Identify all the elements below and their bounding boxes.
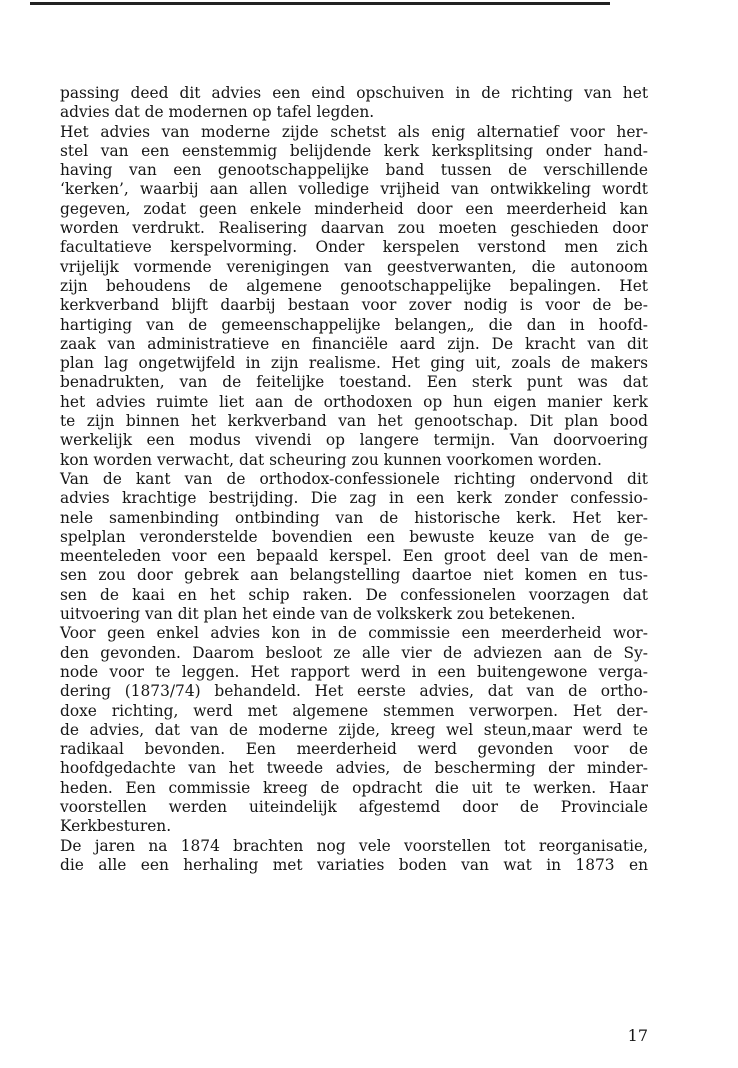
text-line: zijn behoudens de algemene genootschappelijke bepalingen. Het [60,276,648,295]
text-line: De jaren na 1874 brachten nog vele voorstellen tot reorganisatie, [60,836,648,855]
text-line: heden. Een commissie kreeg de opdracht die uit te werken. Haar [60,778,648,797]
text-line: Van de kant van de orthodox-confessionele richting ondervond dit [60,469,648,488]
text-line: gegeven, zodat geen enkele minderheid door een meerderheid kan [60,199,648,218]
page-number: 17 [627,1026,648,1045]
text-line: benadrukten, van de feitelijke toestand. Een sterk punt was dat [60,373,648,392]
text-line: sen de kaai en het schip raken. De confessionelen voorzagen dat [60,585,648,604]
text-line: de advies, dat van de moderne zijde, kreeg wel steun,maar werd te [60,720,648,739]
text-line: uitvoering van dit plan het einde van de volkskerk zou betekenen. [60,605,576,624]
text-line: spelplan veronderstelde bovendien een bewuste keuze van de ge- [60,527,648,546]
text-line: voorstellen werden uiteindelijk afgestemd door de Provinciale [60,797,648,816]
text-line: werkelijk een modus vivendi op langere termijn. Van doorvoering [60,431,648,450]
text-line: Voor geen enkel advies kon in de commissie een meerderheid wor- [60,624,648,643]
text-line: advies dat de modernen op tafel legden. [60,103,375,122]
text-line: hoofdgedachte van het tweede advies, de bescherming der minder- [60,759,648,778]
top-rule [30,2,610,5]
text-line: kerkverband blijft daarbij bestaan voor zover nodig is voor de be- [60,296,648,315]
text-line: hartiging van de gemeenschappelijke belangen„ die dan in hoofd- [60,315,648,334]
text-line: passing deed dit advies een eind opschuiven in de richting van het [60,84,648,102]
text-line: nele samenbinding ontbinding van de historische kerk. Het ker- [60,508,648,527]
text-line: having van een genootschappelijke band tussen de verschillende [60,161,648,180]
page-body [60,84,648,875]
text-line: worden verdrukt. Realisering daarvan zou moeten geschieden door [60,219,648,238]
text-line: radikaal bevonden. Een meerderheid werd gevonden voor de [60,740,648,759]
text-line: het advies ruimte liet aan de orthodoxen op hun eigen manier kerk [60,392,648,411]
text-line: plan lag ongetwijfeld in zijn realisme. Het ging uit, zoals de makers [60,354,648,373]
text-line: vrijelijk vormende verenigingen van geestverwanten, die autonoom [60,257,648,276]
text-line: Kerkbesturen. [60,817,172,836]
text-line: te zijn binnen het kerkverband van het genootschap. Dit plan bood [60,412,648,431]
text-line: advies krachtige bestrijding. Die zag in een kerk zonder confessio- [60,489,648,508]
text-line: dering (1873/74) behandeld. Het eerste advies, dat van de ortho- [60,682,648,701]
text-line: facultatieve kerspelvorming. Onder kerspelen verstond men zich [60,238,648,257]
text-line: zaak van administratieve en financiële aard zijn. De kracht van dit [60,334,648,353]
text-line: ‘kerken’, waarbij aan allen volledige vrijheid van ontwikkeling wordt [60,180,648,199]
text-line: Het advies van moderne zijde schetst als enig alternatief voor her- [60,122,648,141]
text-line: die alle een herhaling met variaties boden van wat in 1873 en [60,855,648,874]
text-line: stel van een eenstemmig belijdende kerk kerksplitsing onder hand- [60,141,648,160]
text-line: doxe richting, werd met algemene stemmen verworpen. Het der- [60,701,648,720]
text-line: sen zou door gebrek aan belangstelling daartoe niet komen en tus- [60,566,648,585]
text-line: kon worden verwacht, dat scheuring zou kunnen voorkomen worden. [60,450,602,469]
text-line: node voor te leggen. Het rapport werd in een buitengewone verga- [60,662,648,681]
text-line: meenteleden voor een bepaald kerspel. Een groot deel van de men- [60,547,648,566]
text-line: den gevonden. Daarom besloot ze alle vier de adviezen aan de Sy- [60,643,648,662]
